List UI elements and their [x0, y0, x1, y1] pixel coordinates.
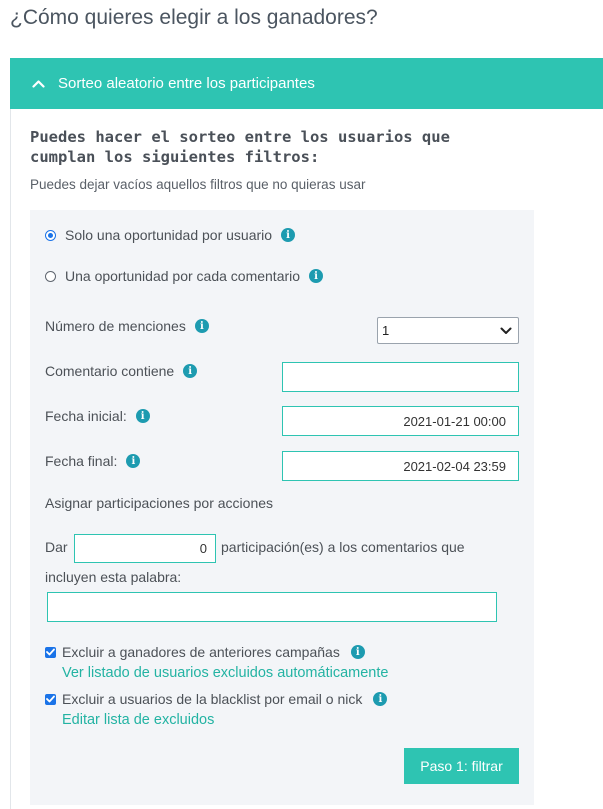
checkbox-checked-icon[interactable]	[45, 694, 56, 705]
mentions-row	[45, 318, 209, 334]
accordion-header-random-draw[interactable]	[10, 58, 603, 109]
chevron-down-icon	[500, 323, 512, 338]
radio-one-per-user-label: Solo una oportunidad por usuario	[65, 227, 273, 243]
end-date-row	[45, 453, 140, 469]
radio-button-checked[interactable]	[45, 230, 56, 241]
comment-label: Comentario contiene	[45, 363, 175, 379]
info-icon[interactable]: i	[126, 454, 140, 468]
exclude-winners-label: Excluir a ganadores de anteriores campañas	[62, 644, 340, 660]
start-date-input[interactable]: 2021-01-21 00:00	[282, 406, 519, 436]
info-icon[interactable]: i	[309, 269, 323, 283]
info-icon[interactable]: i	[183, 364, 197, 378]
radio-one-per-comment-label: Una oportunidad por cada comentario	[65, 268, 301, 284]
checkbox-checked-icon[interactable]	[45, 647, 56, 658]
info-icon[interactable]: i	[373, 692, 387, 706]
actions-heading: Asignar participaciones por acciones	[45, 495, 274, 511]
exclude-blacklist-checkbox[interactable]	[45, 691, 387, 707]
end-date-label: Fecha final:	[45, 453, 118, 469]
mentions-label: Número de menciones	[45, 318, 186, 334]
keyword-input[interactable]	[47, 592, 497, 622]
excluded-users-link[interactable]: Ver listado de usuarios excluidos automáticamente	[62, 665, 389, 681]
comment-row	[45, 363, 197, 379]
filters-hint: Puedes dejar vacíos aquellos filtros que no quieras usar	[30, 177, 366, 192]
page-title: ¿Cómo quieres elegir a los ganadores?	[10, 6, 378, 29]
exclude-blacklist-label: Excluir a usuarios de la blacklist por email o nick	[62, 691, 363, 707]
start-date-label: Fecha inicial:	[45, 408, 127, 424]
chevron-up-icon	[32, 77, 46, 91]
radio-button[interactable]	[45, 271, 56, 282]
radio-one-per-user[interactable]	[45, 227, 295, 243]
info-icon[interactable]: i	[136, 409, 150, 423]
start-date-row	[45, 408, 150, 424]
mentions-select[interactable]	[377, 317, 519, 344]
comment-contains-input[interactable]	[282, 362, 519, 392]
mentions-selected-value: 1	[382, 323, 390, 338]
give-label: Dar	[45, 539, 68, 555]
info-icon[interactable]: i	[195, 319, 209, 333]
participations-input[interactable]: 0	[74, 534, 216, 563]
give-suffix-2: incluyen esta palabra:	[45, 569, 182, 585]
edit-excluded-link[interactable]: Editar lista de excluidos	[62, 712, 215, 728]
accordion-title: Sorteo aleatorio entre los participantes	[58, 75, 315, 92]
radio-one-per-comment[interactable]	[45, 268, 323, 284]
exclude-winners-checkbox[interactable]	[45, 644, 365, 660]
give-suffix: participación(es) a los comentarios que	[221, 539, 465, 555]
info-icon[interactable]: i	[281, 228, 295, 242]
info-icon[interactable]: i	[351, 645, 365, 659]
end-date-input[interactable]: 2021-02-04 23:59	[282, 451, 519, 481]
filters-heading: Puedes hacer el sorteo entre los usuarios que cumplan los siguientes filtros:	[30, 128, 450, 166]
filter-step1-button[interactable]: Paso 1: filtrar	[404, 748, 519, 784]
